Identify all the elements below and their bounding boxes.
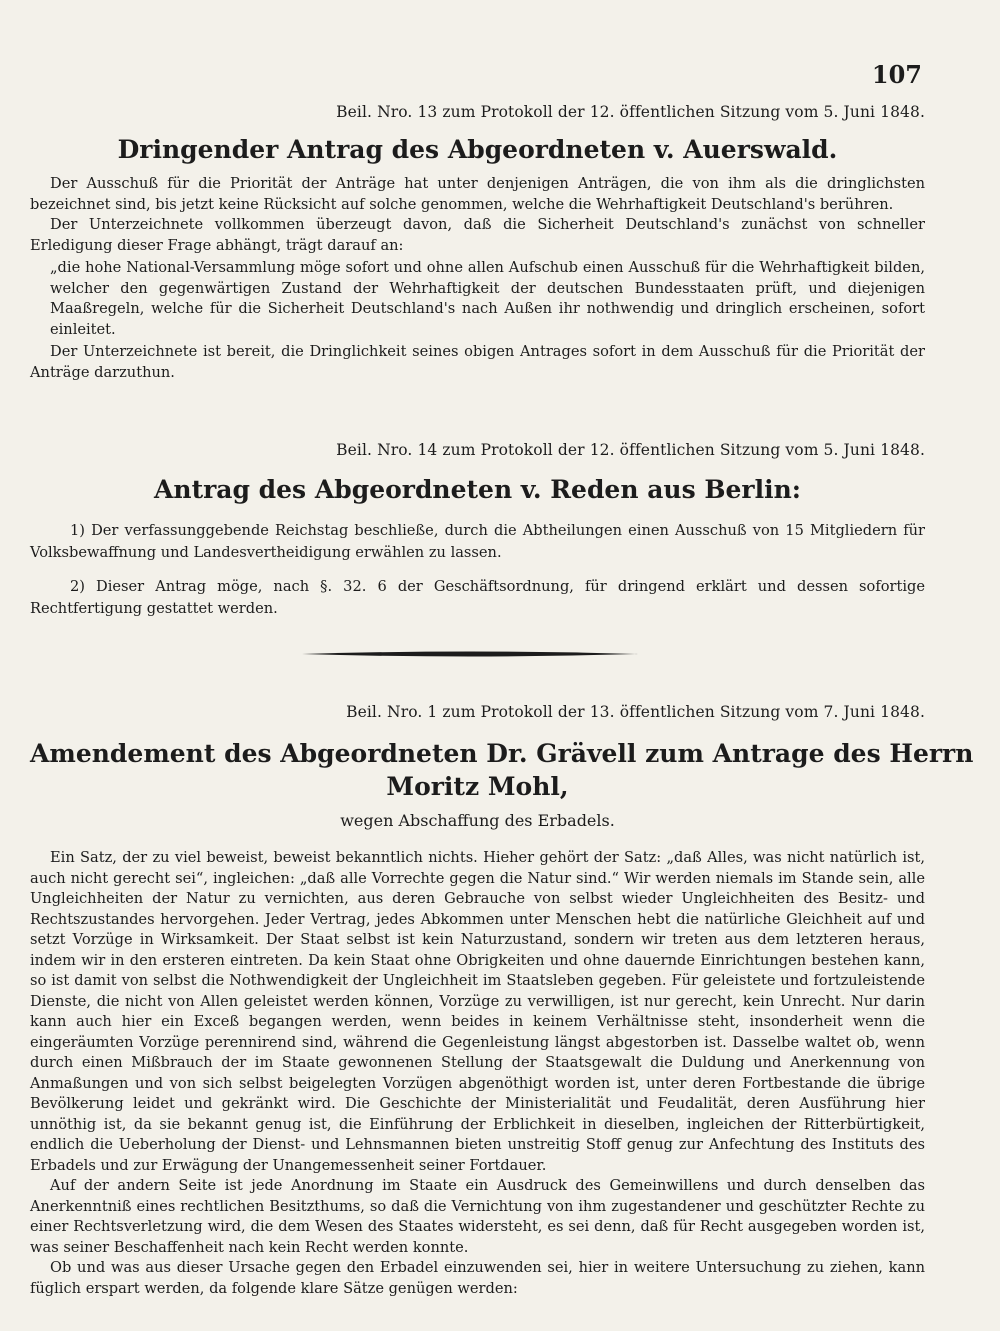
paragraph: Ob und was aus dieser Ursache gegen den Erbadel einzuwenden sei, hier in weitere Untersuchung zu ziehen, kann füglich erspart werden, da folgende klare Sätze genügen werden: (30, 1259, 925, 1297)
amendment-subtitle: wegen Abschaffung des Erbadels. (340, 811, 615, 830)
motion-title: Antrag des Abgeordneten v. Reden aus Berlin: (154, 475, 801, 504)
section-graevell (30, 703, 974, 1299)
paragraph: Der Unterzeichnete ist bereit, die Dringlichkeit seines obigen Antrages sofort in dem Ausschuß für die Priorität der Anträge darzuthun. (30, 343, 925, 381)
paragraph: Der Unterzeichnete vollkommen überzeugt davon, daß die Sicherheit Deutschland's zunächst von schneller Erledigung dieser Frage abhängt, trägt darauf an: (30, 216, 925, 254)
section-reden (30, 441, 925, 620)
paragraph: Ein Satz, der zu viel beweist, beweist bekanntlich nichts. Hieher gehört der Satz: „daß Alles, was nicht natürlich ist, auch nicht gerecht sei“, ingleichen: „daß alle Vorrechte gegen die Natur sind.“ Wir werden niemals im Stande sein, alle Ungleichheiten der Natur zu vernichten, aus deren Gebrauche von selbst wieder Ungleichheiten des Besitz- und Rechtszustandes hervorgehen. Jeder Vertrag, jedes Abkommen unter Menschen hebt die natürliche Gleichheit auf und setzt Vorzüge in Wirksamkeit. Der Staat selbst ist kein Naturzustand, sondern wir treten aus dem letzteren heraus, indem wir in den ersteren eintreten. Da kein Staat ohne Obrigkeiten und ohne dauernde Einrichtungen bestehen kann, so ist damit von selbst die Nothwendigkeit der Ungleichheit im Staatsleben gegeben. Für geleistete und fortzuleistende Dienste, die nicht von Allen geleistet werden können, Vorzüge zu verwilligen, ist nur gerecht, kein Unrecht. Nur darin kann auch hier ein Exceß begangen werden, wenn beides in keinem Verhältnisse steht, insonderheit wenn die eingeräumten Vorzüge perennirend sind, während die Gegenleistung längst abgestorben ist. Dasselbe waltet ob, wenn durch einen Mißbrauch der im Staate gewonnenen Stellung der Staatsgewalt die Duldung und Anerkennung von Anmaßungen und von sich selbst beigelegten Vorzügen abgenöthigt worden ist, unter deren Fortbestande die übrige Bevölkerung leidet und gekränkt wird. Die Geschichte der Ministerialität und Feudalität, deren Ausführung hier unnöthig ist, da sie bekannt genug ist, die Einführung der Erblichkeit in dieselben, ingleichen der Ritterbürtigkeit, endlich die Ueberholung der Dienst- und Lehnsmannen bieten unstreitig Stoff genug zur Anfechtung des Instituts des Erbadels und zur Erwägung der Unangemessenheit seiner Fortdauer. (30, 849, 925, 1174)
amendment-title: Amendement des Abgeordneten Dr. Grävell zum Antrage des Herrn (30, 739, 974, 768)
paragraph: Auf der andern Seite ist jede Anordnung im Staate ein Ausdruck des Gemeinwillens und durch denselben das Anerkenntniß eines rechtlichen Besitzthums, so daß die Vernichtung von ihm zugestandener und geschützter Rechte zu einer Rechtsverletzung wird, die dem Wesen des Staates widersteht, es sei denn, daß für Recht ausgegeben worden ist, was seiner Beschaffenheit nach kein Recht werden konnte. (30, 1177, 925, 1256)
supplement-reference: Beil. Nro. 13 zum Protokoll der 12. öffentlichen Sitzung vom 5. Juni 1848. (336, 103, 925, 121)
page-number: 107 (871, 60, 922, 89)
supplement-reference: Beil. Nro. 1 zum Protokoll der 13. öffentlichen Sitzung vom 7. Juni 1848. (346, 703, 925, 721)
motion-quote: „die hohe National-Versammlung möge sofort und ohne allen Aufschub einen Ausschuß für die Wehrhaftigkeit bilden, welcher den gegenwärtigen Zustand der Wehrhaftigkeit der deutschen Bundesstaaten prüft, und diejenigen Maaßregeln, welche für die Sicherheit Deutschland's nach Außen ihr nothwendig und dringlich erscheinen, sofort einleitet. (50, 259, 925, 338)
motion-title: Dringender Antrag des Abgeordneten v. Auerswald. (117, 135, 838, 164)
section-auerswald (30, 103, 925, 383)
motion-item: 1) Der verfassunggebende Reichstag beschließe, durch die Abtheilungen einen Ausschuß von 15 Mitgliedern für Volksbewaffnung und Landesvertheidigung erwählen zu lassen. (30, 522, 925, 561)
paragraph: Der Ausschuß für die Priorität der Anträge hat unter denjenigen Anträgen, die von ihm als die dringlichsten bezeichnet sind, bis jetzt keine Rücksicht auf solche genommen, welche die Wehrhaftigkeit Deutschland's berühren. (30, 175, 925, 213)
motion-item: 2) Dieser Antrag möge, nach §. 32. 6 der Geschäftsordnung, für dringend erklärt und dessen sofortige Rechtfertigung gestattet werden. (30, 578, 925, 617)
section-divider (300, 647, 640, 661)
supplement-reference: Beil. Nro. 14 zum Protokoll der 12. öffentlichen Sitzung vom 5. Juni 1848. (336, 441, 925, 459)
amendment-title-name: Moritz Mohl, (386, 772, 569, 801)
